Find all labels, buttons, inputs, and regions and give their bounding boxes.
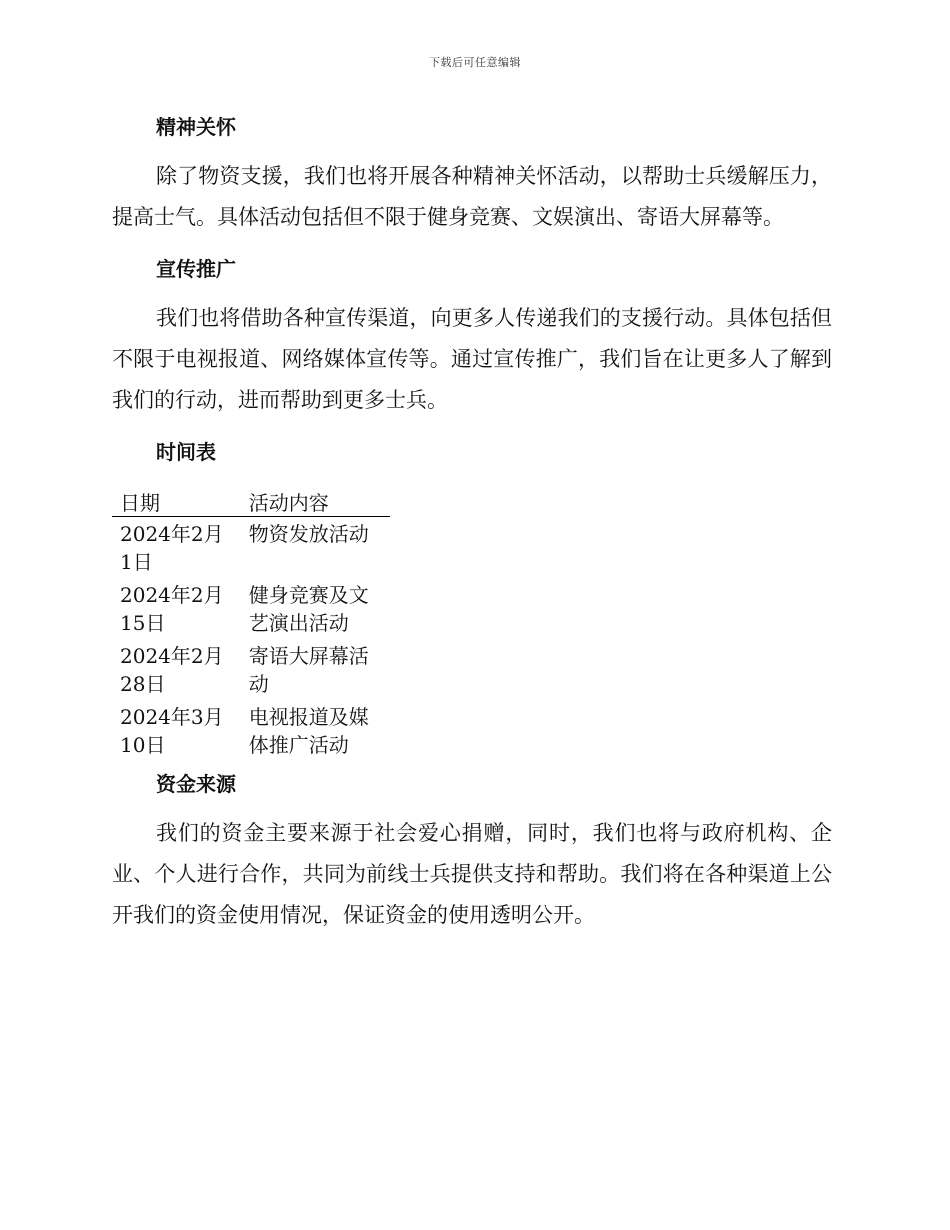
schedule-activity: 健身竞赛及文艺演出活动 — [248, 583, 369, 635]
schedule-date: 2024年2月28日 — [120, 644, 224, 696]
section-body-funding: 我们的资金主要来源于社会爱心捐赠，同时，我们也将与政府机构、企业、个人进行合作，共同为前线士兵提供支持和帮助。我们将在各种渠道上公开我们的资金使用情况，保证资金的使用透明公开。 — [112, 821, 832, 927]
section-title-promo: 宣传推广 — [156, 257, 236, 281]
section-title-funding: 资金来源 — [156, 772, 236, 796]
table-row — [112, 700, 390, 761]
schedule-table — [112, 483, 390, 761]
schedule-date: 2024年2月15日 — [120, 583, 224, 635]
column-header-date: 日期 — [112, 483, 241, 517]
table-row — [112, 517, 390, 579]
table-row — [112, 639, 390, 700]
schedule-activity: 电视报道及媒体推广活动 — [248, 705, 369, 757]
schedule-header-row — [112, 483, 390, 517]
section-title-schedule: 时间表 — [156, 440, 216, 464]
table-row — [112, 578, 390, 639]
section-body-promo: 我们也将借助各种宣传渠道，向更多人传递我们的支援行动。具体包括但不限于电视报道、网络媒体宣传等。通过宣传推广，我们旨在让更多人了解到我们的行动，进而帮助到更多士兵。 — [112, 306, 832, 412]
section-body-spirit: 除了物资支援，我们也将开展各种精神关怀活动，以帮助士兵缓解压力，提高士气。具体活动包括但不限于健身竞赛、文娱演出、寄语大屏幕等。 — [112, 164, 832, 229]
document-body — [112, 108, 832, 948]
page-header-note: 下载后可任意编辑 — [429, 56, 521, 69]
section-title-spirit: 精神关怀 — [156, 115, 236, 139]
schedule-activity: 寄语大屏幕活动 — [248, 644, 369, 696]
schedule-date: 2024年3月10日 — [120, 705, 224, 757]
schedule-date: 2024年2月1日 — [120, 522, 224, 574]
schedule-activity: 物资发放活动 — [248, 522, 369, 546]
column-header-activity: 活动内容 — [241, 483, 390, 517]
